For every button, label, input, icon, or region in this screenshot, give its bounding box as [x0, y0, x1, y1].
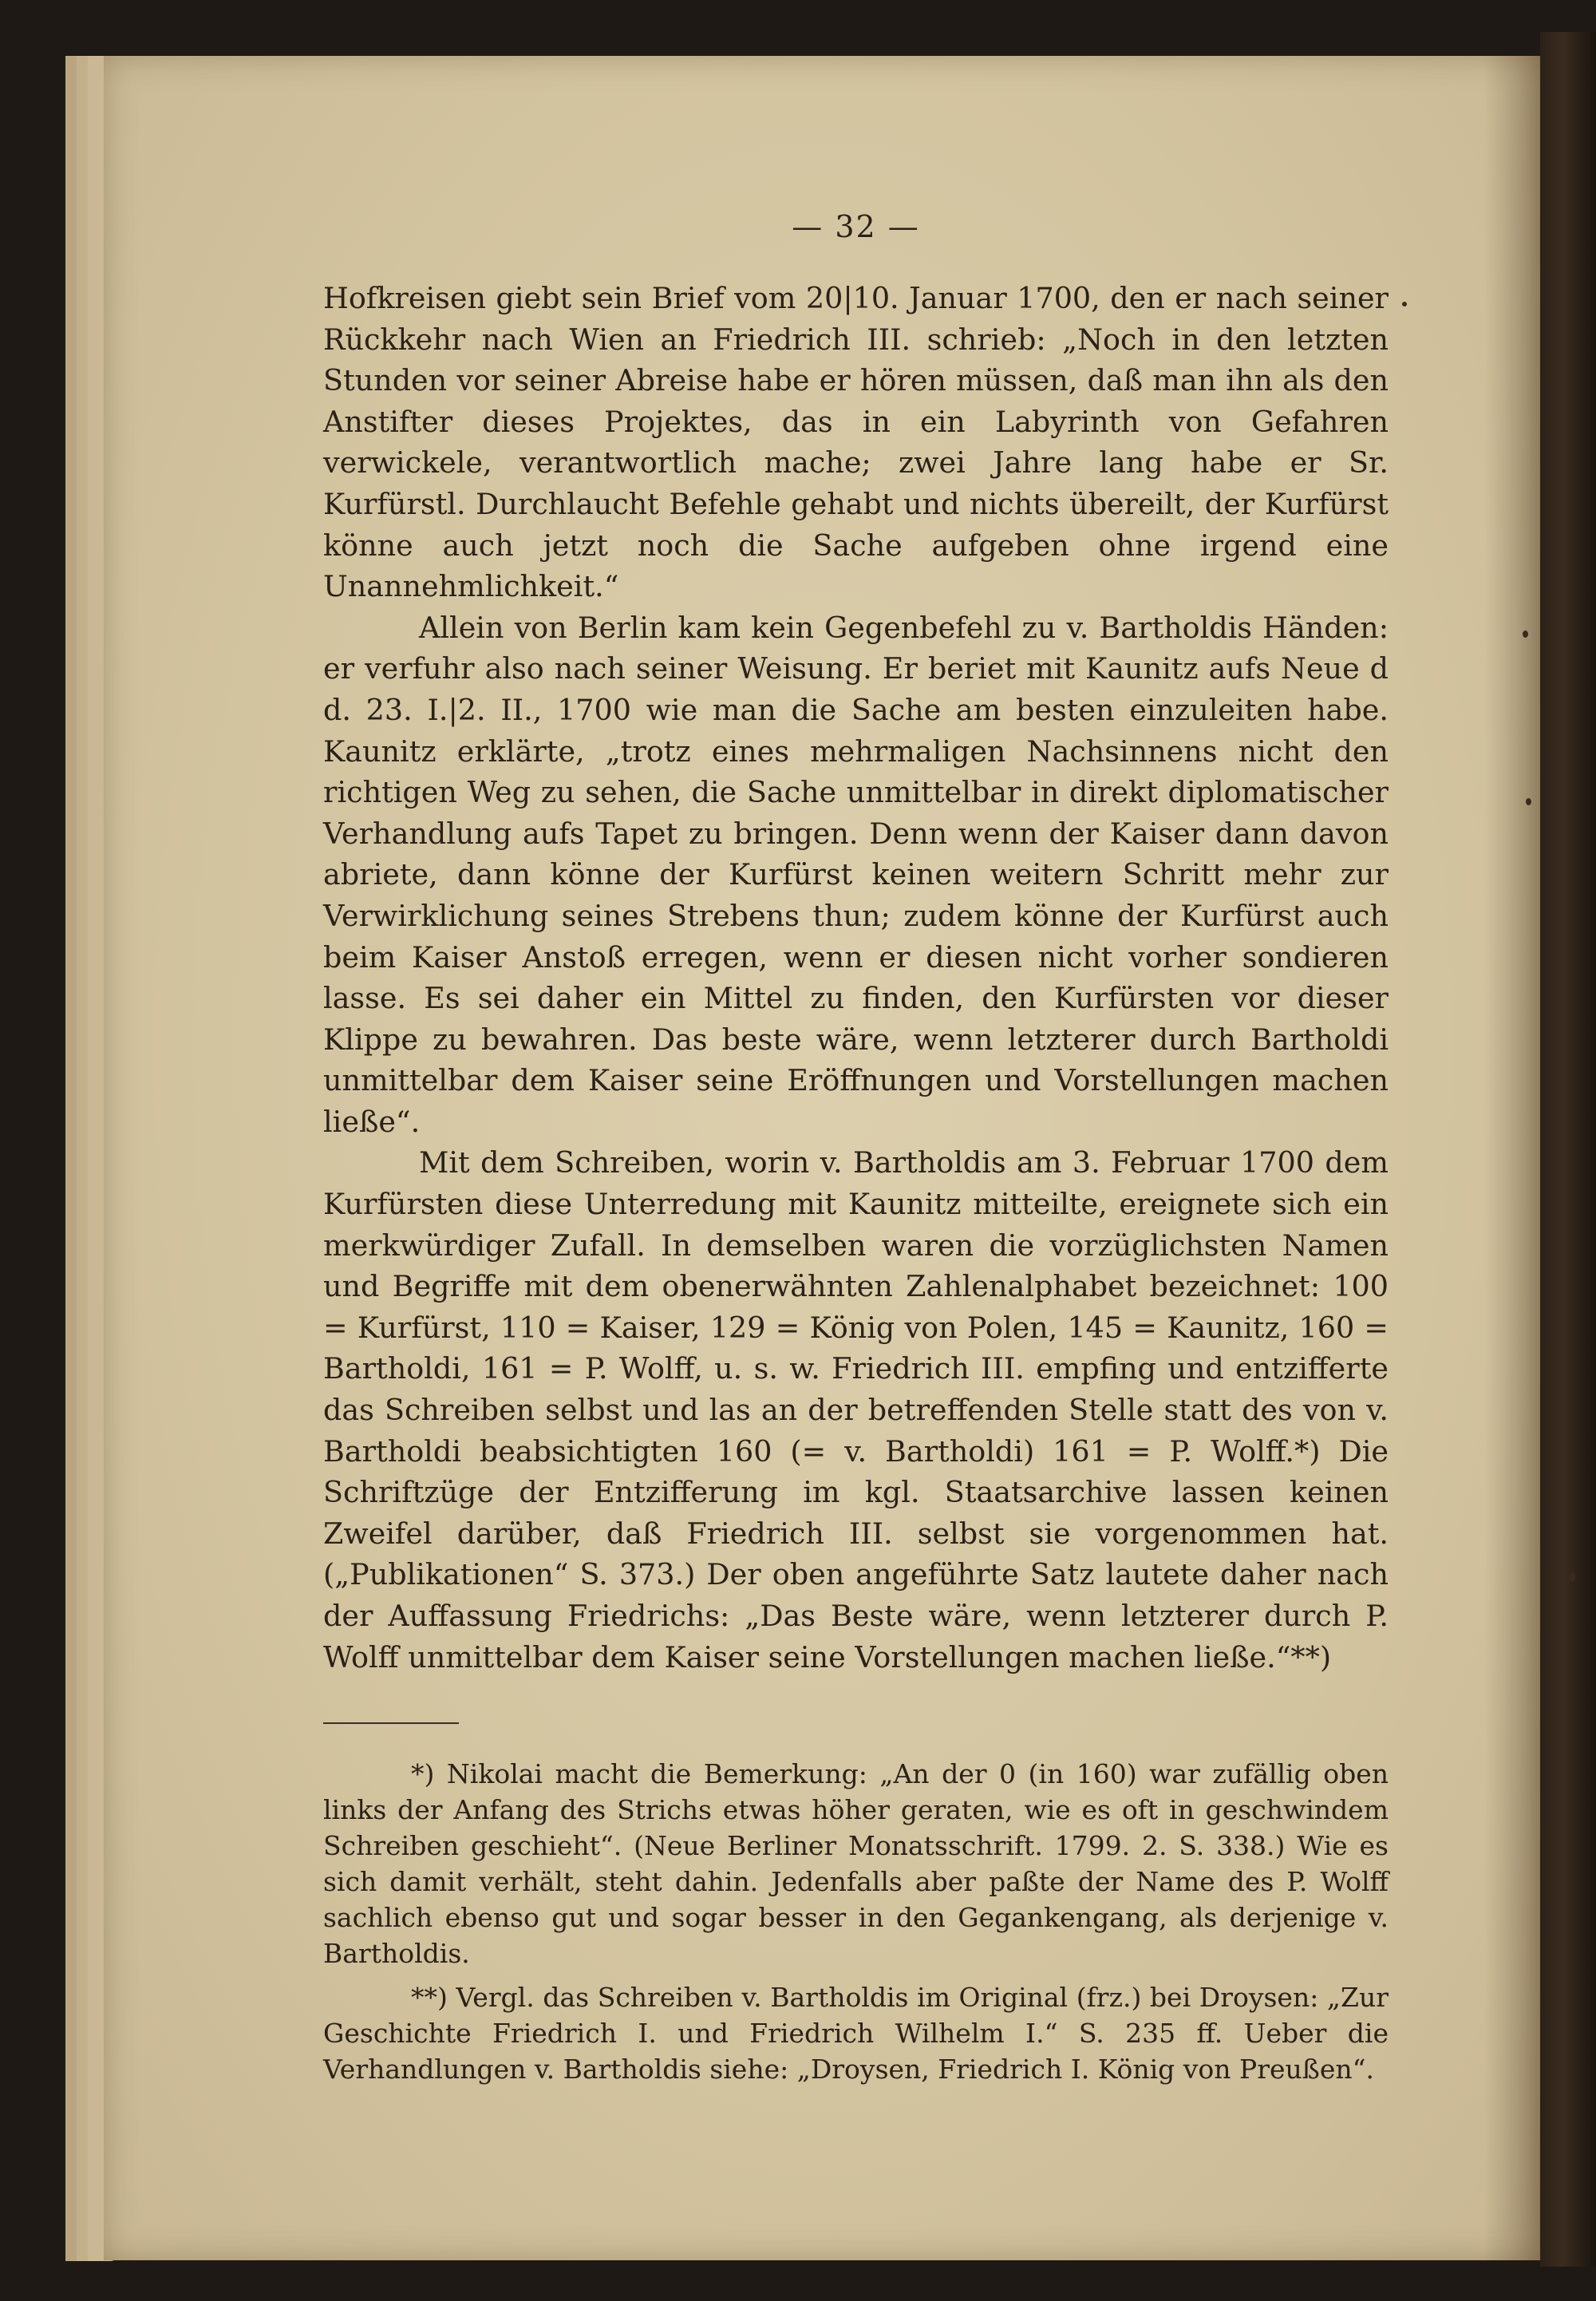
page-number: — 32 —	[792, 209, 920, 244]
footnote: **) Vergl. das Schreiben v. Bartholdis im Original (frz.) bei Droysen: „Zur Geschichte Friedrich I. und Friedrich Wilhelm I.“ S. 235 ff. Ueber die Verhandlungen v. Bartholdis siehe: „Droysen, Friedrich I. König von Preußen“.	[323, 1982, 1389, 2086]
book-binding	[1540, 32, 1596, 2267]
footnote-separator	[323, 1722, 459, 1724]
paper-speck	[1523, 631, 1528, 638]
paper-speck	[1569, 1572, 1575, 1582]
paragraph: Allein von Berlin kam kein Gegenbefehl zu v. Bartholdis Händen: er verfuhr also nach seiner Weisung. Er beriet mit Kaunitz aufs Neue d d. 23. I.|2. II., 1700 wie man die Sache am besten einzuleiten habe. Kaunitz erklärte, „trotz eines mehrmaligen Nachsinnens nicht den richtigen Weg zu sehen, die Sache unmittelbar in direkt diplomatischer Verhandlung aufs Tapet zu bringen. Denn wenn der Kaiser dann davon abriete, dann könne der Kurfürst keinen weitern Schritt mehr zur Verwirklichung seines Strebens thun; zudem könne der Kurfürst auch beim Kaiser Anstoß erregen, wenn er diesen nicht vorher sondieren lasse. Es sei daher ein Mittel zu finden, den Kurfürsten vor dieser Klippe zu bewahren. Das beste wäre, wenn letzterer durch Bartholdi unmittelbar dem Kaiser seine Eröffnungen und Vorstellungen machen ließe“.	[323, 610, 1389, 1139]
binding-shadow	[1484, 56, 1540, 2260]
paragraph: Hofkreisen giebt sein Brief vom 20|10. Januar 1700, den er nach seiner Rückkehr nach Wien an Friedrich III. schrieb: „Noch in den letzten Stunden vor seiner Abreise habe er hören müssen, daß man ihn als den Anstifter dieses Projektes, das in ein Labyrinth von Gefahren verwickele, verantwortlich mache; zwei Jahre lang habe er Sr. Kurfürstl. Durchlaucht Befehle gehabt und nichts übereilt, der Kurfürst könne auch jetzt noch die Sache aufgeben ohne irgend eine Unannehmlichkeit.“	[323, 281, 1389, 604]
paper-speck	[1526, 798, 1531, 805]
paper-speck	[1402, 302, 1407, 306]
paragraph: Mit dem Schreiben, worin v. Bartholdis am 3. Februar 1700 dem Kurfürsten diese Unterredung mit Kaunitz mitteilte, ereignete sich ein merkwürdiger Zufall. In demselben waren die vorzüglichsten Namen und Begriffe mit dem obenerwähnten Zahlenalphabet bezeichnet: 100 = Kurfürst, 110 = Kaiser, 129 = König von Polen, 145 = Kaunitz, 160 = Bartholdi, 161 = P. Wolff, u. s. w. Friedrich III. empfing und entzifferte das Schreiben selbst und las an der betreffenden Stelle statt des von v. Bartholdi beabsichtigten 160 (= v. Bartholdi) 161 = P. Wolff.*) Die Schriftzüge der Entzifferung im kgl. Staatsarchive lassen keinen Zweifel darüber, daß Friedrich III. selbst sie vorgenommen hat. („Publikationen“ S. 373.) Der oben angeführte Satz lautete daher nach der Auffassung Friedrichs: „Das Beste wäre, wenn letzterer durch P. Wolff unmittelbar dem Kaiser seine Vorstellungen machen ließe.“**)	[323, 1145, 1389, 1674]
footnote: *) Nikolai macht die Bemerkung: „An der 0 (in 160) war zufällig oben links der Anfang des Strichs etwas höher geraten, wie es oft in geschwindem Schreiben geschieht“. (Neue Berliner Monatsschrift. 1799. 2. S. 338.) Wie es sich damit verhält, steht dahin. Jedenfalls aber paßte der Name des P. Wolff sachlich ebenso gut und sogar besser in den Gegankengang, als derjenige v. Bartholdis.	[323, 1758, 1389, 1970]
page-text	[323, 209, 1389, 2087]
